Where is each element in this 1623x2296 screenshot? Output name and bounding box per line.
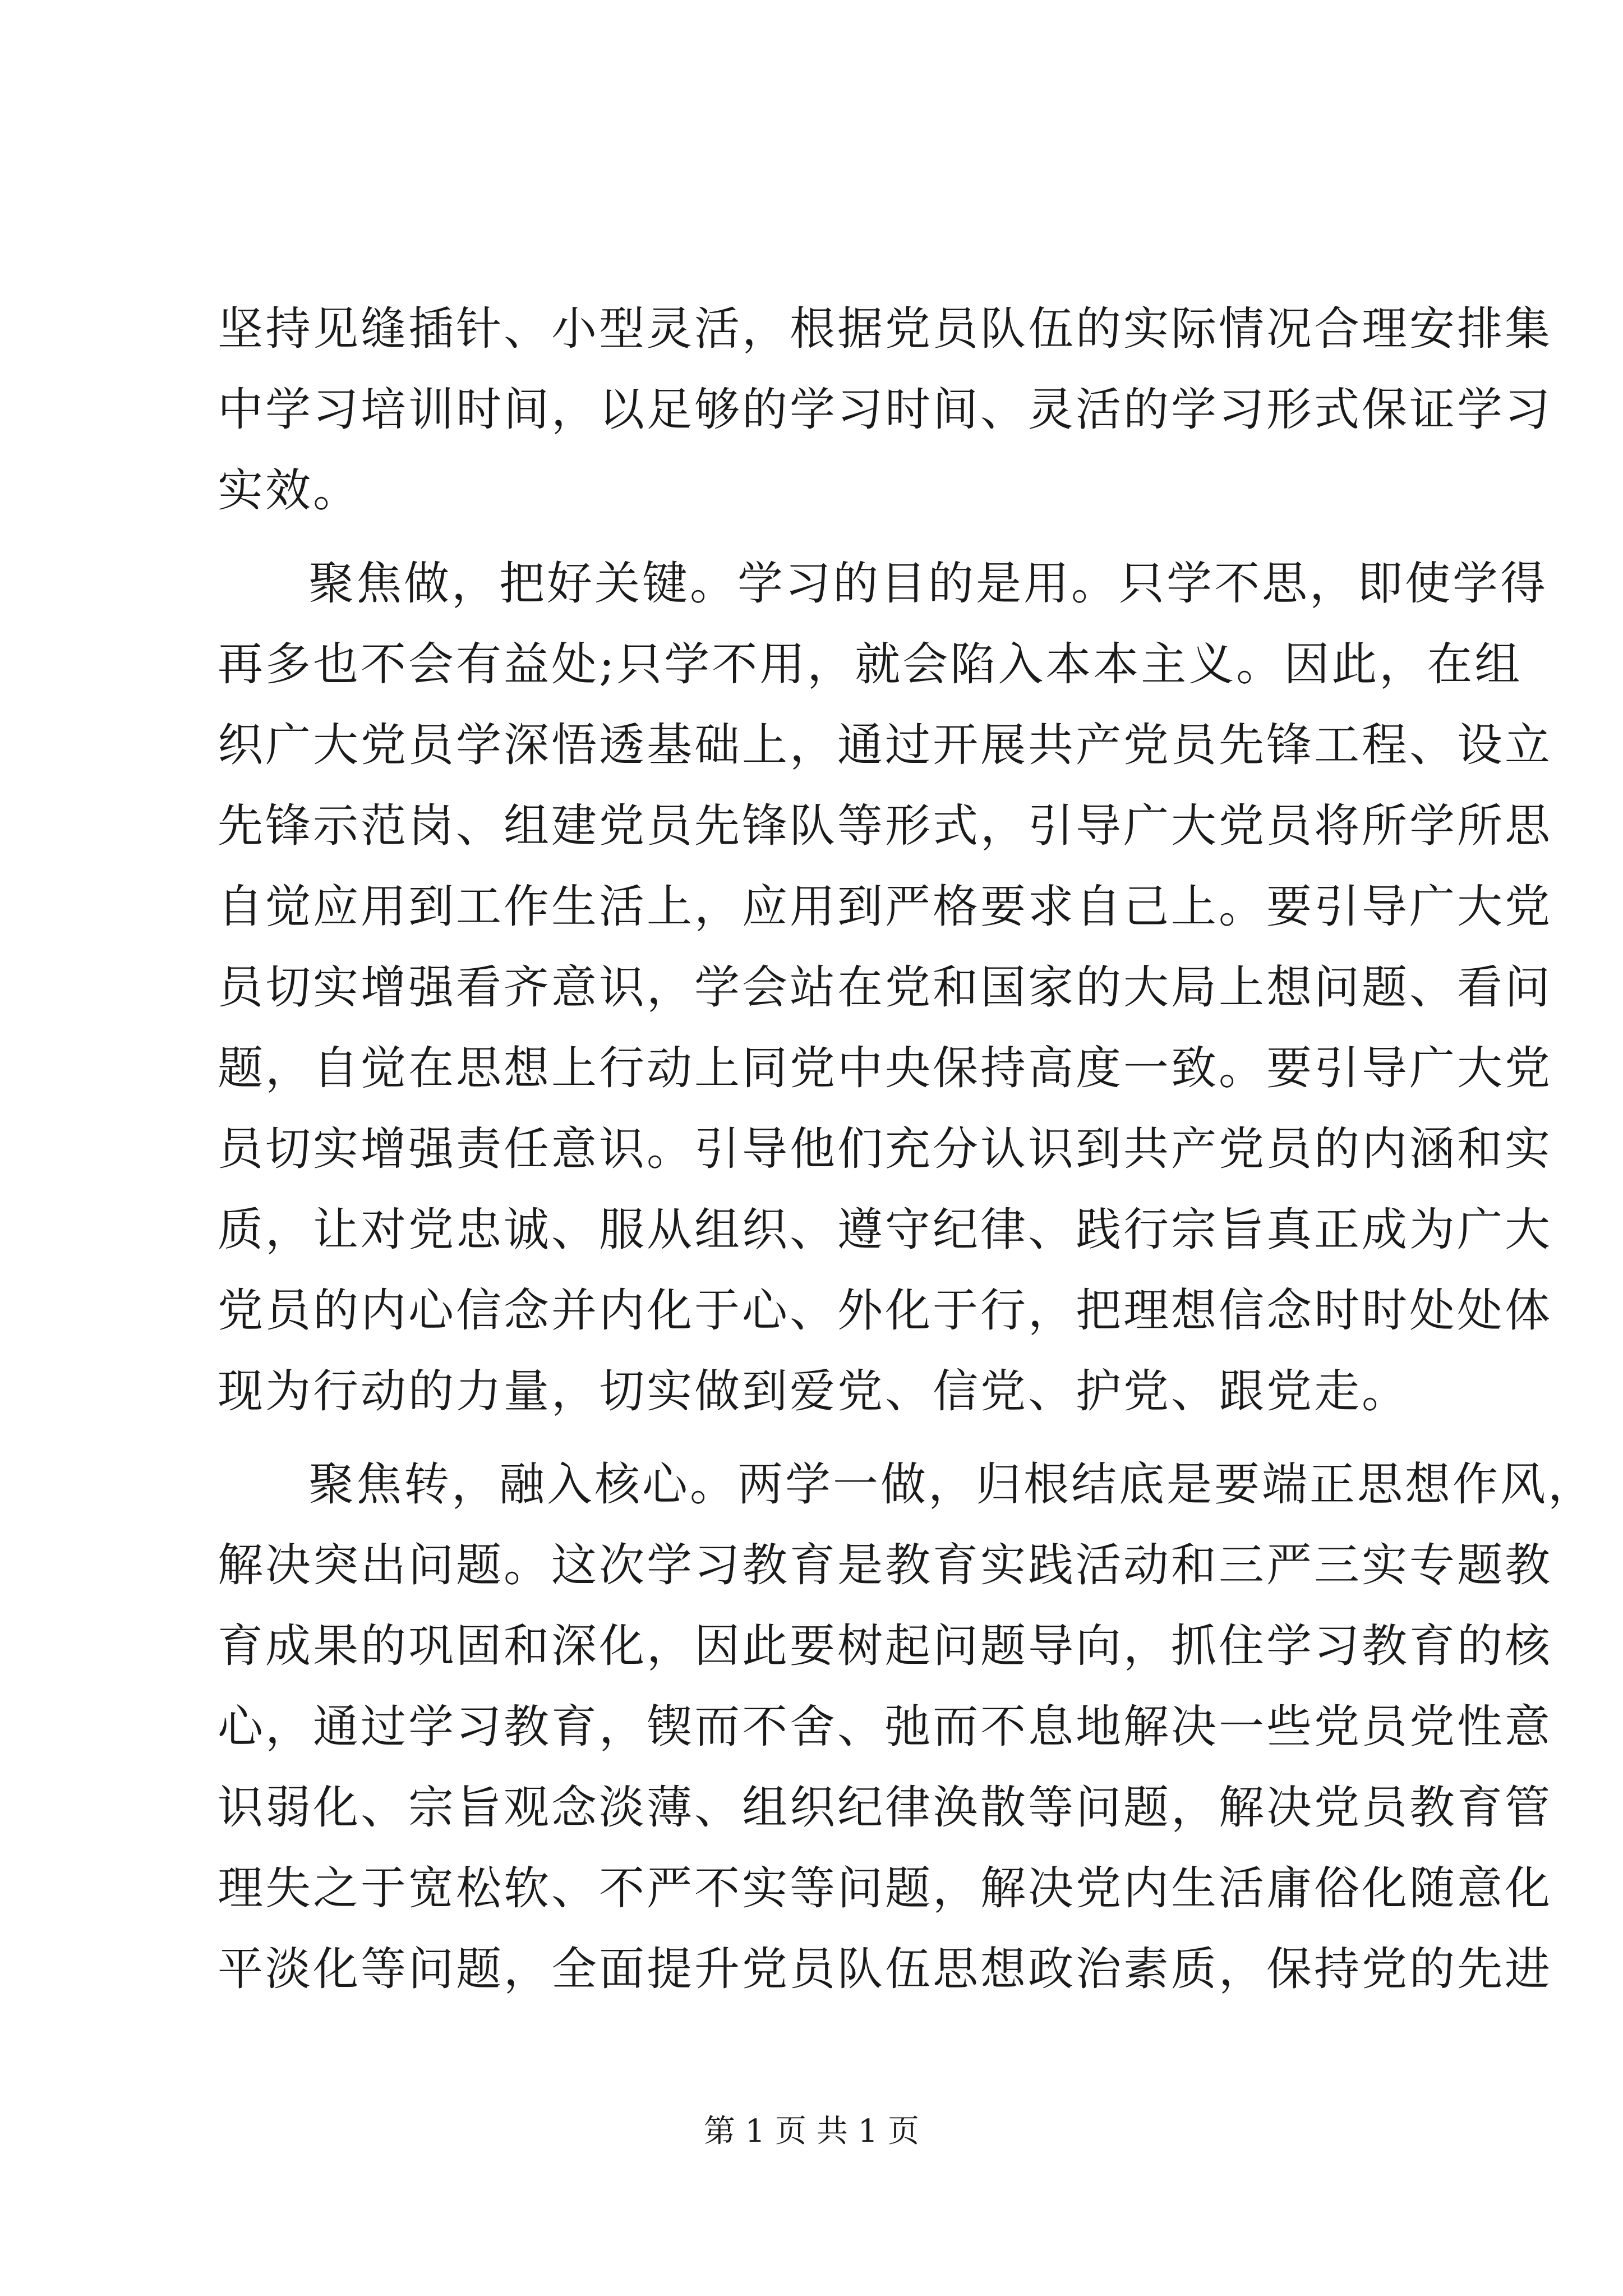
paragraph-2 [218, 544, 1553, 1432]
text-line: 质，让对党忠诚、服从组织、遵守纪律、践行宗旨真正成为广大 [218, 1204, 1553, 1257]
text-line: 题，自觉在思想上行动上同党中央保持高度一致。要引导广大党 [218, 1042, 1553, 1095]
text-line: 聚焦转，融入核心。两学一做，归根结底是要端正思想作风， [308, 1458, 1596, 1511]
text-line: 再多也不会有益处;只学不用，就会陷入本本主义。因此，在组 [218, 638, 1523, 691]
text-line: 解决突出问题。这次学习教育是教育实践活动和三严三实专题教 [218, 1539, 1553, 1592]
text-line: 织广大党员学深悟透基础上，通过开展共产党员先锋工程、设立 [218, 719, 1553, 772]
text-line: 坚持见缝插针、小型灵活，根据党员队伍的实际情况合理安排集 [218, 303, 1553, 356]
text-line: 实效。 [218, 464, 361, 517]
text-line: 心，通过学习教育，锲而不舍、弛而不息地解决一些党员党性意 [218, 1701, 1553, 1754]
document-body [218, 289, 1596, 2010]
text-line: 理失之于宽松软、不严不实等问题，解决党内生活庸俗化随意化 [218, 1862, 1553, 1915]
paragraph-3 [218, 1444, 1596, 2010]
text-line: 现为行动的力量，切实做到爱党、信党、护党、跟党走。 [218, 1365, 1410, 1418]
text-line: 中学习培训时间，以足够的学习时间、灵活的学习形式保证学习 [218, 384, 1553, 436]
text-line: 党员的内心信念并内化于心、外化于行，把理想信念时时处处体 [218, 1285, 1553, 1337]
text-line: 识弱化、宗旨观念淡薄、组织纪律涣散等问题，解决党员教育管 [218, 1782, 1553, 1834]
text-line: 先锋示范岗、组建党员先锋队等形式，引导广大党员将所学所思 [218, 800, 1553, 853]
text-line: 员切实增强看齐意识，学会站在党和国家的大局上想问题、看问 [218, 961, 1553, 1014]
text-line: 聚焦做，把好关键。学习的目的是用。只学不思，即使学得 [308, 558, 1548, 610]
text-line: 平淡化等问题，全面提升党员队伍思想政治素质，保持党的先进 [218, 1943, 1553, 1996]
text-line: 育成果的巩固和深化，因此要树起问题导向，抓住学习教育的核 [218, 1620, 1553, 1673]
paragraph-1 [218, 289, 1553, 531]
page-footer: 第 1 页 共 1 页 [703, 2113, 920, 2150]
text-line: 员切实增强责任意识。引导他们充分认识到共产党员的内涵和实 [218, 1123, 1553, 1176]
text-line: 自觉应用到工作生活上，应用到严格要求自己上。要引导广大党 [218, 881, 1553, 933]
